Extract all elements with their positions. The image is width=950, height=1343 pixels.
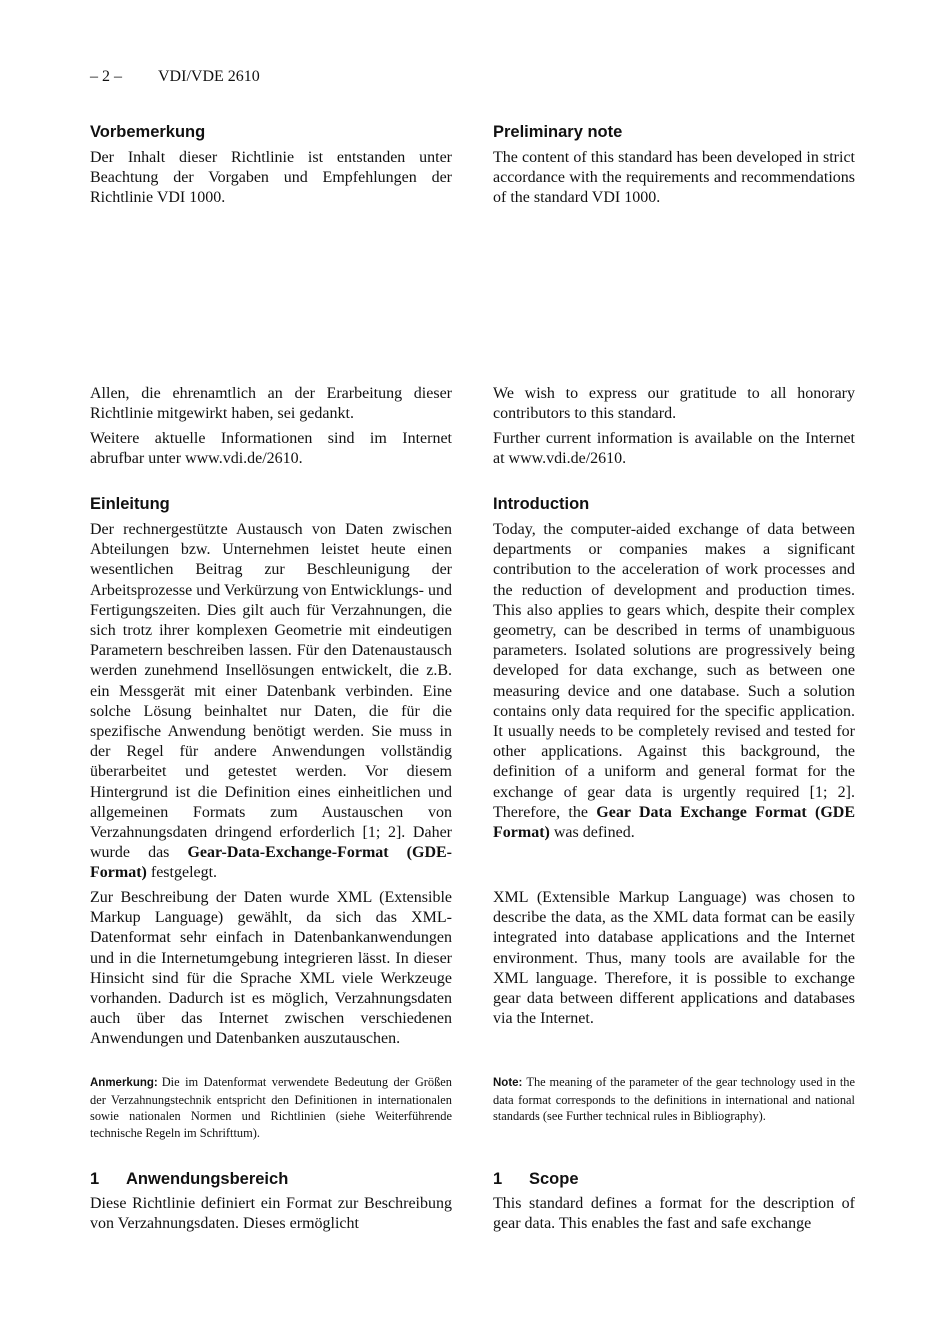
preliminary-note-text: The content of this standard has been developed in strict accordance with the requirements and recommendations of the standard VDI 1000. xyxy=(493,149,855,207)
xml-text-en: XML (Extensible Markup Language) was chosen to describe the data, as the XML data format can be easily integrated into database applications and the Internet environment. Thus, many tools are available for the XML language. Therefore, it is possible to exchange gear data between different applications and databases via the Internet. xyxy=(493,889,855,1028)
preliminary-note-heading: Preliminary note xyxy=(493,123,623,141)
section1-text-de: Diese Richtlinie definiert ein Format zur Beschreibung von Verzahnungsdaten. Dieses ermöglicht xyxy=(90,1195,452,1233)
section1-title-en: Scope xyxy=(529,1170,579,1188)
info-text-en: Further current information is available on the Internet at www.vdi.de/2610. xyxy=(493,430,855,468)
xml-text-de: Zur Beschreibung der Daten wurde XML (Extensible Markup Language) gewählt, da sich das XML-Datenformat sehr einfach in Datenbankanwendungen und in die Internetumgebung integrieren lässt. In dieser Hinsicht sind für die Sprache XML viele Werkzeuge vorhanden. Dadurch ist es möglich, Verzahnungsdaten auch über das Internet zwischen verschiedenen Anwendungen und Datenbanken auszutauschen. xyxy=(90,889,452,1048)
einleitung-heading: Einleitung xyxy=(90,495,170,513)
einleitung-text-part: Der rechnergestützte Austausch von Daten zwischen Abteilungen bzw. Unternehmen leistet heute einen wesentlichen Beitrag zur Beschleunigung der Arbeitsprozesse und Verkürzung von Entwicklungs- und Fertigungszeiten. Dies gilt auch für Verzahnungen, die sich trotz ihrer komplexen Geometrie mit eindeutigen Parametern beschreiben lassen. Für den Datenaustausch werden zunehmend Insellösungen entwickelt, die z.B. ein Messgerät mit einer Datenbank verbinden. Eine solche Lösung beinhaltet nur Daten, die für die spezifische Anwendung benötigt werden. Sie muss in der Regel für andere Anwendungen vollständig überarbeitet und getestet werden. Vor diesem Hintergrund ist die Definition eines einheitlichen und allgemeinen Formats zum Austauschen von Verzahnungsdaten dringend erforderlich [1; 2]. Daher wurde das xyxy=(90,521,452,862)
introduction-text xyxy=(493,520,855,843)
page-header xyxy=(90,68,260,86)
standard-designation: VDI/VDE 2610 xyxy=(158,68,260,85)
thanks-text-en: We wish to express our gratitude to all honorary contributors to this standard. xyxy=(493,385,855,423)
introduction-heading: Introduction xyxy=(493,495,590,513)
note-text-en: The meaning of the parameter of the gear technology used in the data format corresponds to the definitions in international and national standards (see Further technical rules in Bibliography). xyxy=(493,1075,855,1124)
einleitung-text xyxy=(90,520,452,884)
gde-format-term-en: Gear Data Exchange Format (GDE Format) xyxy=(493,803,856,842)
section1-title-de: Anwendungsbereich xyxy=(126,1170,289,1188)
einleitung-text-end: festgelegt. xyxy=(146,864,218,882)
note-en xyxy=(493,1074,855,1125)
vorbemerkung-text: Der Inhalt dieser Richtlinie ist entstanden unter Beachtung der Vorgaben und Empfehlungen der Richtlinie VDI 1000. xyxy=(90,149,452,207)
introduction-text-end: was defined. xyxy=(549,824,635,842)
page-number: – 2 – xyxy=(90,68,122,85)
info-text-de: Weitere aktuelle Informationen sind im Internet abrufbar unter www.vdi.de/2610. xyxy=(90,430,452,468)
section1-number-en: 1 xyxy=(493,1170,503,1188)
introduction-text-part: Today, the computer-aided exchange of data between departments or companies makes a significant contribution to the acceleration of work processes and the reduction of development and production times. This also applies to gears which, despite their complex geometry, can be described in terms of unambiguous parameters. Isolated solutions are progressively being developed for data exchange, such as between one measuring device and one database. Such a solution contains only data required for the specific application. It usually needs to be completely revised and tested for other applications. Against this background, the definition of a uniform and general format for the exchange of gear data is urgently required [1; 2]. Therefore, the xyxy=(493,521,855,821)
section1-number-de: 1 xyxy=(90,1170,100,1188)
section1-heading-en xyxy=(493,1169,855,1189)
section1-text-en: This standard defines a format for the description of gear data. This enables the fast and safe exchange xyxy=(493,1195,855,1233)
note-de xyxy=(90,1074,452,1141)
thanks-text-de: Allen, die ehrenamtlich an der Erarbeitung dieser Richtlinie mitgewirkt haben, sei gedankt. xyxy=(90,385,452,423)
note-label-en: Note: xyxy=(493,1077,523,1089)
gde-format-term-de: Gear-Data-Exchange-Format (GDE-Format) xyxy=(90,844,452,882)
note-label-de: Anmerkung: xyxy=(90,1077,158,1089)
vorbemerkung-heading: Vorbemerkung xyxy=(90,123,206,141)
section1-heading-de xyxy=(90,1169,452,1189)
note-text-de: Die im Datenformat verwendete Bedeutung der Größen der Verzahnungstechnik entspricht den Definitionen in internationalen sowie nationalen Normen und Richtlinien (siehe Weiterführende technische Regeln im Schrifttum). xyxy=(90,1075,452,1140)
